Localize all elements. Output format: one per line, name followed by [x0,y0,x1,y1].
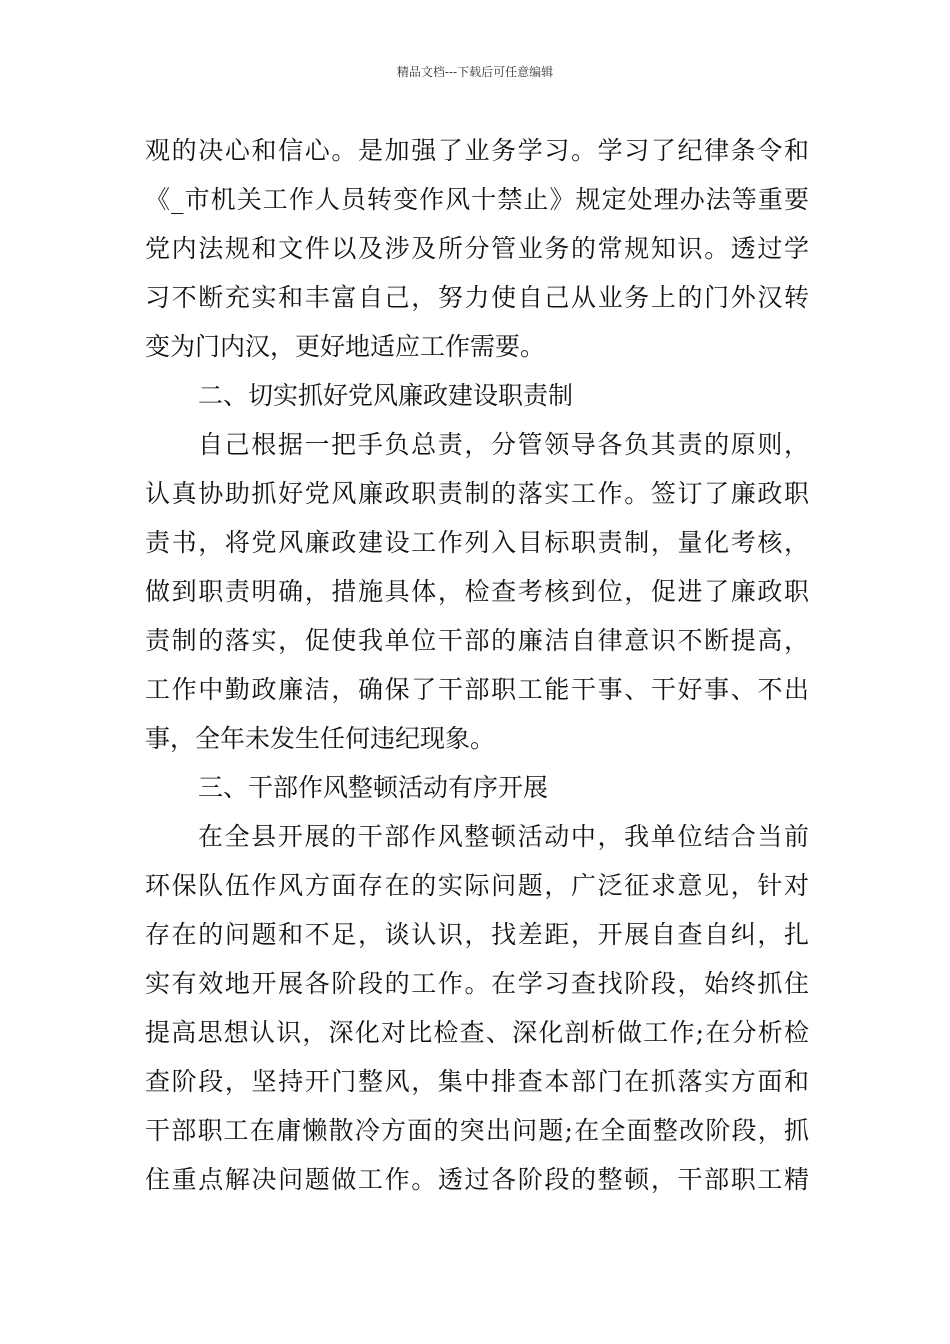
text-line: 实有效地开展各阶段的工作。在学习查找阶段，始终抓住 [145,969,809,998]
page-header: 精品文档---下载后可任意编辑 [396,65,554,79]
text-line: 习不断充实和丰富自己，努力使自己从业务上的门外汉转 [145,283,809,312]
text-line: 责制的落实，促使我单位干部的廉洁自律意识不断提高， [145,626,809,655]
text-line: 自己根据一把手负总责，分管领导各负其责的原则， [198,430,809,459]
text-line: 责书，将党风廉政建设工作列入目标职责制，量化考核， [145,528,809,557]
text-line: 干部职工在庸懒散冷方面的突出问题;在全面整改阶段，抓 [145,1116,809,1145]
text-line: 观的决心和信心。是加强了业务学习。学习了纪律条令和 [145,136,809,165]
text-line: 党内法规和文件以及涉及所分管业务的常规知识。透过学 [145,234,809,263]
text-line: 在全县开展的干部作风整顿活动中，我单位结合当前 [198,822,809,851]
text-line: 认真协助抓好党风廉政职责制的落实工作。签订了廉政职 [145,479,809,508]
text-line: 《_市机关工作人员转变作风十禁止》规定处理办法等重要 [145,185,809,214]
text-line: 环保队伍作风方面存在的实际问题，广泛征求意见，针对 [145,871,809,900]
text-line: 工作中勤政廉洁，确保了干部职工能干事、干好事、不出 [145,675,809,704]
section-heading: 三、干部作风整顿活动有序开展 [198,773,549,802]
text-line: 变为门内汉，更好地适应工作需要。 [145,332,546,361]
text-line: 提高思想认识，深化对比检查、深化剖析做工作;在分析检 [145,1018,809,1047]
text-line: 存在的问题和不足，谈认识，找差距，开展自查自纠，扎 [145,920,809,949]
text-line: 住重点解决问题做工作。透过各阶段的整顿，干部职工精 [145,1165,809,1194]
text-line: 查阶段，坚持开门整风，集中排查本部门在抓落实方面和 [145,1067,809,1096]
document-body [145,126,809,1204]
text-line: 做到职责明确，措施具体，检查考核到位，促进了廉政职 [145,577,809,606]
text-line: 事，全年未发生任何违纪现象。 [145,724,496,753]
section-heading: 二、切实抓好党风廉政建设职责制 [198,381,574,410]
